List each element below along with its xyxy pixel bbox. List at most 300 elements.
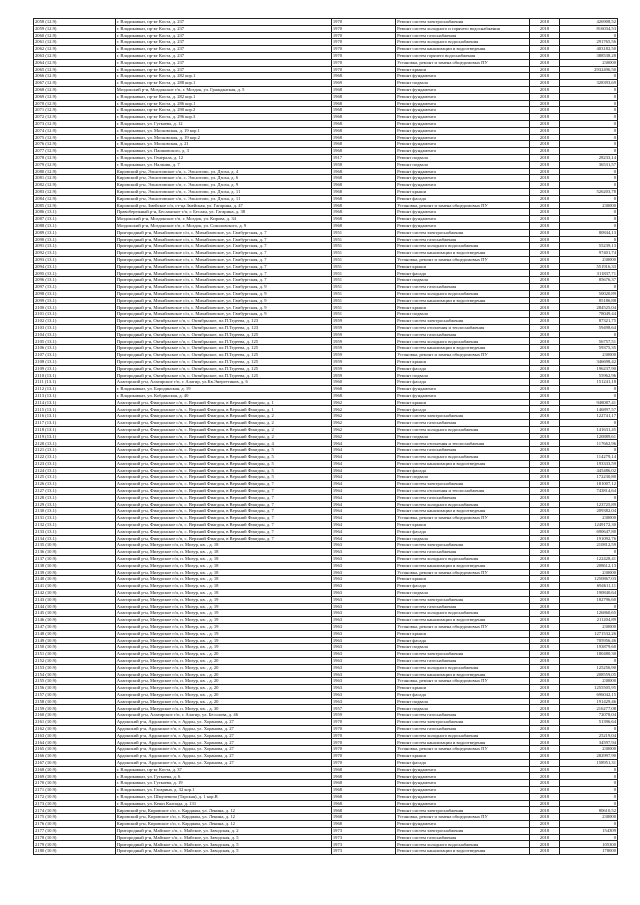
row-number-cell: 2114 (13.1) [34,399,116,406]
construction-year-cell: 1968 [331,120,395,127]
cost-cell: 154309 [559,827,617,834]
planned-year-cell: 2018 [530,46,559,53]
row-number-cell: 2078 (12.9) [34,154,116,161]
row-number-cell: 2158 (10.9) [34,698,116,705]
construction-year-cell: 1958 [331,161,395,168]
cost-cell: 117662,96 [559,440,617,447]
table-row [34,73,618,80]
cost-cell: 948087,41 [559,399,617,406]
planned-year-cell: 2018 [530,698,559,705]
cost-cell: 216277,08 [559,705,617,712]
construction-year-cell: 1963 [331,555,395,562]
table-row [34,753,618,760]
work-type-cell: Ремонт крыши [396,576,530,583]
row-number-cell: 2119 (13.1) [34,433,116,440]
table-row [34,263,618,270]
construction-year-cell: 1968 [331,793,395,800]
address-cell: г. Владикавказ, ул. Гагарина, д. 32 кор.1 [115,787,331,794]
planned-year-cell: 2018 [530,127,559,134]
row-number-cell: 2133 (13.1) [34,528,116,535]
address-cell: Алагирский р-н, Мизурское г/п, п. Мизур, кв. , д. 20 [115,664,331,671]
table-row [34,467,618,474]
address-cell: г. Владикавказ, пр-кт Коста, д. 237 [115,25,331,32]
cost-cell: 0 [559,216,617,223]
cost-cell: 0 [559,780,617,787]
address-cell: Пригородный р-н, Майское с/п, с. Майское, ул. Заводская, д. 5 [115,841,331,848]
row-number-cell: 2165 (10.9) [34,746,116,753]
row-number-cell: 2136 (10.9) [34,549,116,556]
cost-cell: 0 [559,447,617,454]
address-cell: г. Владикавказ, ул. Гугкаева, д. 12 [115,120,331,127]
planned-year-cell: 2018 [530,705,559,712]
planned-year-cell: 2018 [530,848,559,855]
cost-cell: 0 [559,195,617,202]
table-row [34,141,618,148]
row-number-cell: 2179 (10.9) [34,841,116,848]
work-type-cell: Установка, ремонт и замена общедомовых ПУ [396,202,530,209]
address-cell: Алагирский р-н, Мизурское г/п, п. Мизур, кв. , д. 19 [115,603,331,610]
address-cell: Пригородный р-н, Октябрьское с/п, с. Октябрьское, пл.П.Тедеева, д. 123 [115,318,331,325]
table-row [34,481,618,488]
work-type-cell: Ремонт систем газоснабжения [396,603,530,610]
construction-year-cell: 1968 [331,202,395,209]
planned-year-cell: 2018 [530,304,559,311]
work-type-cell: Ремонт фундамента [396,93,530,100]
row-number-cell: 2061 (12.9) [34,39,116,46]
work-type-cell: Ремонт систем канализации и водоотведения [396,617,530,624]
table-row [34,80,618,87]
planned-year-cell: 2018 [530,664,559,671]
planned-year-cell: 2018 [530,358,559,365]
table-row [34,793,618,800]
table-row [34,848,618,855]
planned-year-cell: 2018 [530,732,559,739]
cost-cell: 0 [559,93,617,100]
planned-year-cell: 2018 [530,345,559,352]
planned-year-cell: 2018 [530,841,559,848]
construction-year-cell: 1959 [331,712,395,719]
cost-cell: 0 [559,787,617,794]
address-cell: Алагирский р-н, Мизурское г/п, п. Мизур, кв. , д. 20 [115,657,331,664]
construction-year-cell: 1970 [331,46,395,53]
planned-year-cell: 2018 [530,501,559,508]
address-cell: Кировский р-н, Кировское с/п, с. Карджин, ул. Ленина, д. 12 [115,807,331,814]
row-number-cell: 2064 (12.9) [34,59,116,66]
table-row [34,691,618,698]
work-type-cell: Ремонт подвала [396,589,530,596]
address-cell: Алагирский р-н, Мизурское г/п, п. Мизур, кв. , д. 20 [115,671,331,678]
address-cell: Алагирский р-н, Фиагдонское с/п, с. Верхний Фиагдон, в Верхний Фиагдон, д. 7 [115,501,331,508]
construction-year-cell: 1963 [331,657,395,664]
cost-cell: 230000 [559,678,617,685]
construction-year-cell: 1970 [331,19,395,26]
table-row [34,182,618,189]
cost-cell: 34597,94 [559,739,617,746]
planned-year-cell: 2018 [530,392,559,399]
construction-year-cell: 1963 [331,630,395,637]
table-row [34,501,618,508]
planned-year-cell: 2018 [530,657,559,664]
work-type-cell: Ремонт фасада [396,379,530,386]
row-number-cell: 2073 (12.9) [34,120,116,127]
planned-year-cell: 2018 [530,753,559,760]
row-number-cell: 2141 (10.9) [34,583,116,590]
row-number-cell: 2166 (10.9) [34,753,116,760]
planned-year-cell: 2018 [530,596,559,603]
construction-year-cell: 1962 [331,420,395,427]
construction-year-cell: 1963 [331,698,395,705]
work-type-cell: Ремонт систем отопления и теплоснабжения [396,440,530,447]
address-cell: Алагирский р-н, Фиагдонское с/п, с. Верхний Фиагдон, в Верхний Фиагдон, д. 5 [115,460,331,467]
address-cell: Пригородный р-н, Майское с/п, с. Майское, ул. Заводская, д. 5 [115,834,331,841]
table-row [34,379,618,386]
planned-year-cell: 2018 [530,379,559,386]
construction-year-cell: 1959 [331,338,395,345]
row-number-cell: 2180 (10.9) [34,848,116,855]
work-type-cell: Ремонт крыши [396,521,530,528]
table-row [34,515,618,522]
cost-cell: 56757,51 [559,338,617,345]
address-cell: Ардонский р-н, Ардонское г/п, г. Ардон, ул. Хоранова, д. 27 [115,759,331,766]
table-row [34,549,618,556]
cost-cell: 230000 [559,352,617,359]
table-row [34,535,618,542]
cost-cell: 0 [559,793,617,800]
address-cell: Алагирский р-н, Алагирское г/п, г. Алагир, ул.Кв.Энергетиков, д. 6 [115,379,331,386]
address-cell: Алагирский р-н, Мизурское г/п, п. Мизур, кв. , д. 19 [115,623,331,630]
table-row [34,827,618,834]
construction-year-cell: 1968 [331,188,395,195]
row-number-cell: 2093 (13.1) [34,256,116,263]
cost-cell: 85186,88 [559,297,617,304]
work-type-cell: Ремонт систем холодного водоснабжения [396,664,530,671]
planned-year-cell: 2018 [530,148,559,155]
cost-cell: 180480,30 [559,651,617,658]
work-type-cell: Ремонт систем канализации и водоотведения [396,46,530,53]
construction-year-cell: 1951 [331,250,395,257]
row-number-cell: 2068 (12.9) [34,86,116,93]
planned-year-cell: 2018 [530,630,559,637]
work-type-cell: Ремонт фундамента [396,168,530,175]
table-row [34,86,618,93]
table-row [34,596,618,603]
work-type-cell: Ремонт систем холодного водоснабжения [396,501,530,508]
construction-year-cell: 1970 [331,753,395,760]
address-cell: Моздокский р-н, Моздокское г/п, г. Моздок, ул. Соколовского, д. 9 [115,222,331,229]
cost-cell: 705956,46 [559,637,617,644]
work-type-cell: Ремонт крыши [396,188,530,195]
address-cell: г. Владикавказ, пр-кт Коста, д. 282 кор.1 [115,73,331,80]
address-cell: Пригородный р-н, Михайловское с/п, с. Михайловское, ул. Гамбургская, д. 9 [115,297,331,304]
work-type-cell: Ремонт систем канализации и водоотведения [396,848,530,855]
cost-cell: 114279,14 [559,454,617,461]
construction-year-cell: 1970 [331,759,395,766]
work-type-cell: Ремонт фасада [396,365,530,372]
table-row [34,420,618,427]
repair-schedule-table [33,18,618,855]
planned-year-cell: 2018 [530,188,559,195]
row-number-cell: 2149 (10.9) [34,637,116,644]
work-type-cell: Ремонт крыши [396,630,530,637]
planned-year-cell: 2018 [530,209,559,216]
planned-year-cell: 2018 [530,780,559,787]
planned-year-cell: 2018 [530,617,559,624]
cost-cell: 690647,80 [559,528,617,535]
cost-cell: 196237,90 [559,365,617,372]
address-cell: Ардонский р-н, Ардонское г/п, г. Ардон, ул. Хоранова, д. 27 [115,725,331,732]
work-type-cell: Ремонт систем канализации и водоотведения [396,739,530,746]
planned-year-cell: 2018 [530,725,559,732]
construction-year-cell: 1968 [331,73,395,80]
row-number-cell: 2105 (13.1) [34,338,116,345]
construction-year-cell: 1970 [331,25,395,32]
work-type-cell: Ремонт систем электроснабжения [396,229,530,236]
construction-year-cell: 1951 [331,256,395,263]
work-type-cell: Ремонт фундамента [396,787,530,794]
planned-year-cell: 2018 [530,182,559,189]
address-cell: Алагирский р-н, Фиагдонское с/п, с. Верхний Фиагдон, в Верхний Фиагдон, д. 2 [115,413,331,420]
cost-cell: 0 [559,800,617,807]
cost-cell: 50020,89 [559,290,617,297]
planned-year-cell: 2018 [530,454,559,461]
row-number-cell: 2100 (13.1) [34,304,116,311]
row-number-cell: 2172 (10.9) [34,793,116,800]
row-number-cell: 2085 (12.9) [34,202,116,209]
address-cell: Пригородный р-н, Михайловское с/п, с. Михайловское, ул. Гамбургская, д. 9 [115,284,331,291]
work-type-cell: Ремонт фундамента [396,100,530,107]
table-body [34,19,618,855]
table-row [34,134,618,141]
address-cell: Алагирский р-н, Фиагдонское с/п, с. Верхний Фиагдон, в Верхний Фиагдон, д. 2 [115,433,331,440]
work-type-cell: Ремонт систем отопления и теплоснабжения [396,487,530,494]
row-number-cell: 2102 (13.1) [34,318,116,325]
planned-year-cell: 2018 [530,236,559,243]
table-row [34,630,618,637]
row-number-cell: 2110 (13.1) [34,372,116,379]
cost-cell: 0 [559,168,617,175]
planned-year-cell: 2018 [530,324,559,331]
construction-year-cell: 1968 [331,168,395,175]
cost-cell: 181007,12 [559,481,617,488]
cost-cell: 0 [559,141,617,148]
row-number-cell: 2163 (10.9) [34,732,116,739]
construction-year-cell: 1973 [331,848,395,855]
table-row [34,569,618,576]
row-number-cell: 2173 (10.9) [34,800,116,807]
construction-year-cell: 1968 [331,175,395,182]
row-number-cell: 2088 (13.1) [34,222,116,229]
planned-year-cell: 2018 [530,827,559,834]
address-cell: г. Владикавказ, ул. Генерала, д. 12 [115,154,331,161]
construction-year-cell: 1968 [331,216,395,223]
work-type-cell: Ремонт систем холодного водоснабжения [396,732,530,739]
planned-year-cell: 2018 [530,800,559,807]
address-cell: г. Владикавказ, пр-кт Коста, д. 237 [115,46,331,53]
construction-year-cell: 1963 [331,664,395,671]
work-type-cell: Ремонт крыши [396,358,530,365]
work-type-cell: Ремонт крыши [396,399,530,406]
planned-year-cell: 2018 [530,644,559,651]
address-cell: Алагирский р-н, Мизурское г/п, п. Мизур, кв. , д. 19 [115,644,331,651]
cost-cell: 0 [559,331,617,338]
planned-year-cell: 2018 [530,134,559,141]
work-type-cell: Ремонт фасада [396,406,530,413]
construction-year-cell: 1959 [331,324,395,331]
table-row [34,25,618,32]
cost-cell: 59375,35 [559,345,617,352]
cost-cell: 0 [559,725,617,732]
work-type-cell: Ремонт фундамента [396,773,530,780]
work-type-cell: Ремонт систем газоснабжения [396,236,530,243]
row-number-cell: 2150 (10.9) [34,644,116,651]
construction-year-cell: 1951 [331,290,395,297]
planned-year-cell: 2018 [530,739,559,746]
cost-cell: 0 [559,603,617,610]
construction-year-cell: 1970 [331,59,395,66]
address-cell: Пригородный р-н, Михайловское с/п, с. Михайловское, ул. Гамбургская, д. 7 [115,236,331,243]
cost-cell: 445486,02 [559,467,617,474]
planned-year-cell: 2018 [530,528,559,535]
construction-year-cell: 1951 [331,297,395,304]
table-row [34,202,618,209]
construction-year-cell: 1951 [331,284,395,291]
planned-year-cell: 2018 [530,216,559,223]
address-cell: Кировский р-н, Кировское с/п, с. Карджин, ул. Ленина, д. 12 [115,821,331,828]
table-row [34,46,618,53]
address-cell: Алагирский р-н, Фиагдонское с/п, с. Верхний Фиагдон, в Верхний Фиагдон, д. 1 [115,399,331,406]
address-cell: Кировский р-н, Эльхотовское с/п, с. Эльхотово, ул. Дзоха, д. 9 [115,182,331,189]
construction-year-cell: 1964 [331,440,395,447]
planned-year-cell: 2018 [530,576,559,583]
cost-cell: 526203,78 [559,188,617,195]
work-type-cell: Ремонт фундамента [396,386,530,393]
planned-year-cell: 2018 [530,651,559,658]
address-cell: г. Владикавказ, пр-кт Коста, д. 237 [115,59,331,66]
row-number-cell: 2077 (12.9) [34,148,116,155]
work-type-cell: Ремонт подвала [396,161,530,168]
table-row [34,195,618,202]
construction-year-cell: 1968 [331,807,395,814]
table-row [34,32,618,39]
work-type-cell: Ремонт фундамента [396,821,530,828]
planned-year-cell: 2018 [530,678,559,685]
table-row [34,399,618,406]
table-row [34,787,618,794]
planned-year-cell: 2018 [530,610,559,617]
construction-year-cell: 1968 [331,386,395,393]
cost-cell: 0 [559,134,617,141]
cost-cell: 0 [559,127,617,134]
cost-cell: 230000 [559,623,617,630]
table-row [34,521,618,528]
table-row [34,386,618,393]
cost-cell: 230000 [559,59,617,66]
cost-cell: 551916,33 [559,263,617,270]
row-number-cell: 2168 (10.9) [34,766,116,773]
address-cell: Моздокский р-н, Моздокское г/п, г. Моздок, ул. Гражданская, д. 5 [115,86,331,93]
table-row [34,759,618,766]
table-row [34,222,618,229]
planned-year-cell: 2018 [530,93,559,100]
table-row [34,841,618,848]
cost-cell: 178000 [559,848,617,855]
planned-year-cell: 2018 [530,691,559,698]
row-number-cell: 2164 (10.9) [34,739,116,746]
planned-year-cell: 2018 [530,719,559,726]
table-row [34,508,618,515]
address-cell: г. Владикавказ, ул. Московская, д. 19 кор.2 [115,134,331,141]
cost-cell: 230000 [559,515,617,522]
work-type-cell: Ремонт систем электроснабжения [396,19,530,26]
table-row [34,311,618,318]
planned-year-cell: 2018 [530,19,559,26]
planned-year-cell: 2018 [530,222,559,229]
table-row [34,243,618,250]
table-row [34,671,618,678]
planned-year-cell: 2018 [530,623,559,630]
row-number-cell: 2155 (10.9) [34,678,116,685]
planned-year-cell: 2018 [530,73,559,80]
cost-cell: 0 [559,209,617,216]
address-cell: Алагирский р-н, Мизурское г/п, п. Мизур, кв. , д. 18 [115,555,331,562]
cost-cell: 1249172,30 [559,521,617,528]
address-cell: г. Владикавказ, ул. Пашковского, д. 3 [115,148,331,155]
cost-cell: 122741,17 [559,413,617,420]
work-type-cell: Ремонт фасада [396,467,530,474]
cost-cell: 28233,14 [559,154,617,161]
cost-cell: 426908,52 [559,19,617,26]
work-type-cell: Установка, ремонт и замена общедомовых ПУ [396,569,530,576]
work-type-cell: Ремонт фундамента [396,216,530,223]
cost-cell: 1250867,03 [559,576,617,583]
table-row [34,664,618,671]
work-type-cell: Ремонт систем электроснабжения [396,719,530,726]
construction-year-cell: 1962 [331,399,395,406]
cost-cell: 120889,61 [559,433,617,440]
cost-cell: 125256,90 [559,664,617,671]
work-type-cell: Ремонт систем газоснабжения [396,834,530,841]
row-number-cell: 2117 (13.1) [34,420,116,427]
row-number-cell: 2157 (10.9) [34,691,116,698]
row-number-cell: 2082 (12.9) [34,182,116,189]
address-cell: Ардонский р-н, Ардонское г/п, г. Ардон, ул. Хоранова, д. 27 [115,753,331,760]
work-type-cell: Ремонт фундамента [396,392,530,399]
table-row [34,542,618,549]
cost-cell: 55962,96 [559,372,617,379]
row-number-cell: 2080 (12.9) [34,168,116,175]
work-type-cell: Установка, ремонт и замена общедомовых ПУ [396,746,530,753]
row-number-cell: 2075 (12.9) [34,134,116,141]
cost-cell: 230000 [559,569,617,576]
work-type-cell: Ремонт систем газоснабжения [396,32,530,39]
row-number-cell: 2156 (10.9) [34,685,116,692]
address-cell: Пригородный р-н, Майское с/п, с. Майское, ул. Заводская, д. 5 [115,848,331,855]
work-type-cell: Ремонт систем электроснабжения [396,651,530,658]
cost-cell: 282997,90 [559,753,617,760]
planned-year-cell: 2018 [530,256,559,263]
construction-year-cell: 1964 [331,454,395,461]
cost-cell: 0 [559,100,617,107]
row-number-cell: 2176 (10.9) [34,821,116,828]
planned-year-cell: 2018 [530,494,559,501]
row-number-cell: 2084 (12.9) [34,195,116,202]
address-cell: Алагирский р-н, Фиагдонское с/п, с. Верхний Фиагдон, в Верхний Фиагдон, д. 2 [115,426,331,433]
table-row [34,773,618,780]
work-type-cell: Ремонт фундамента [396,222,530,229]
planned-year-cell: 2018 [530,59,559,66]
work-type-cell: Ремонт фасада [396,195,530,202]
cost-cell: 151241,18 [559,379,617,386]
